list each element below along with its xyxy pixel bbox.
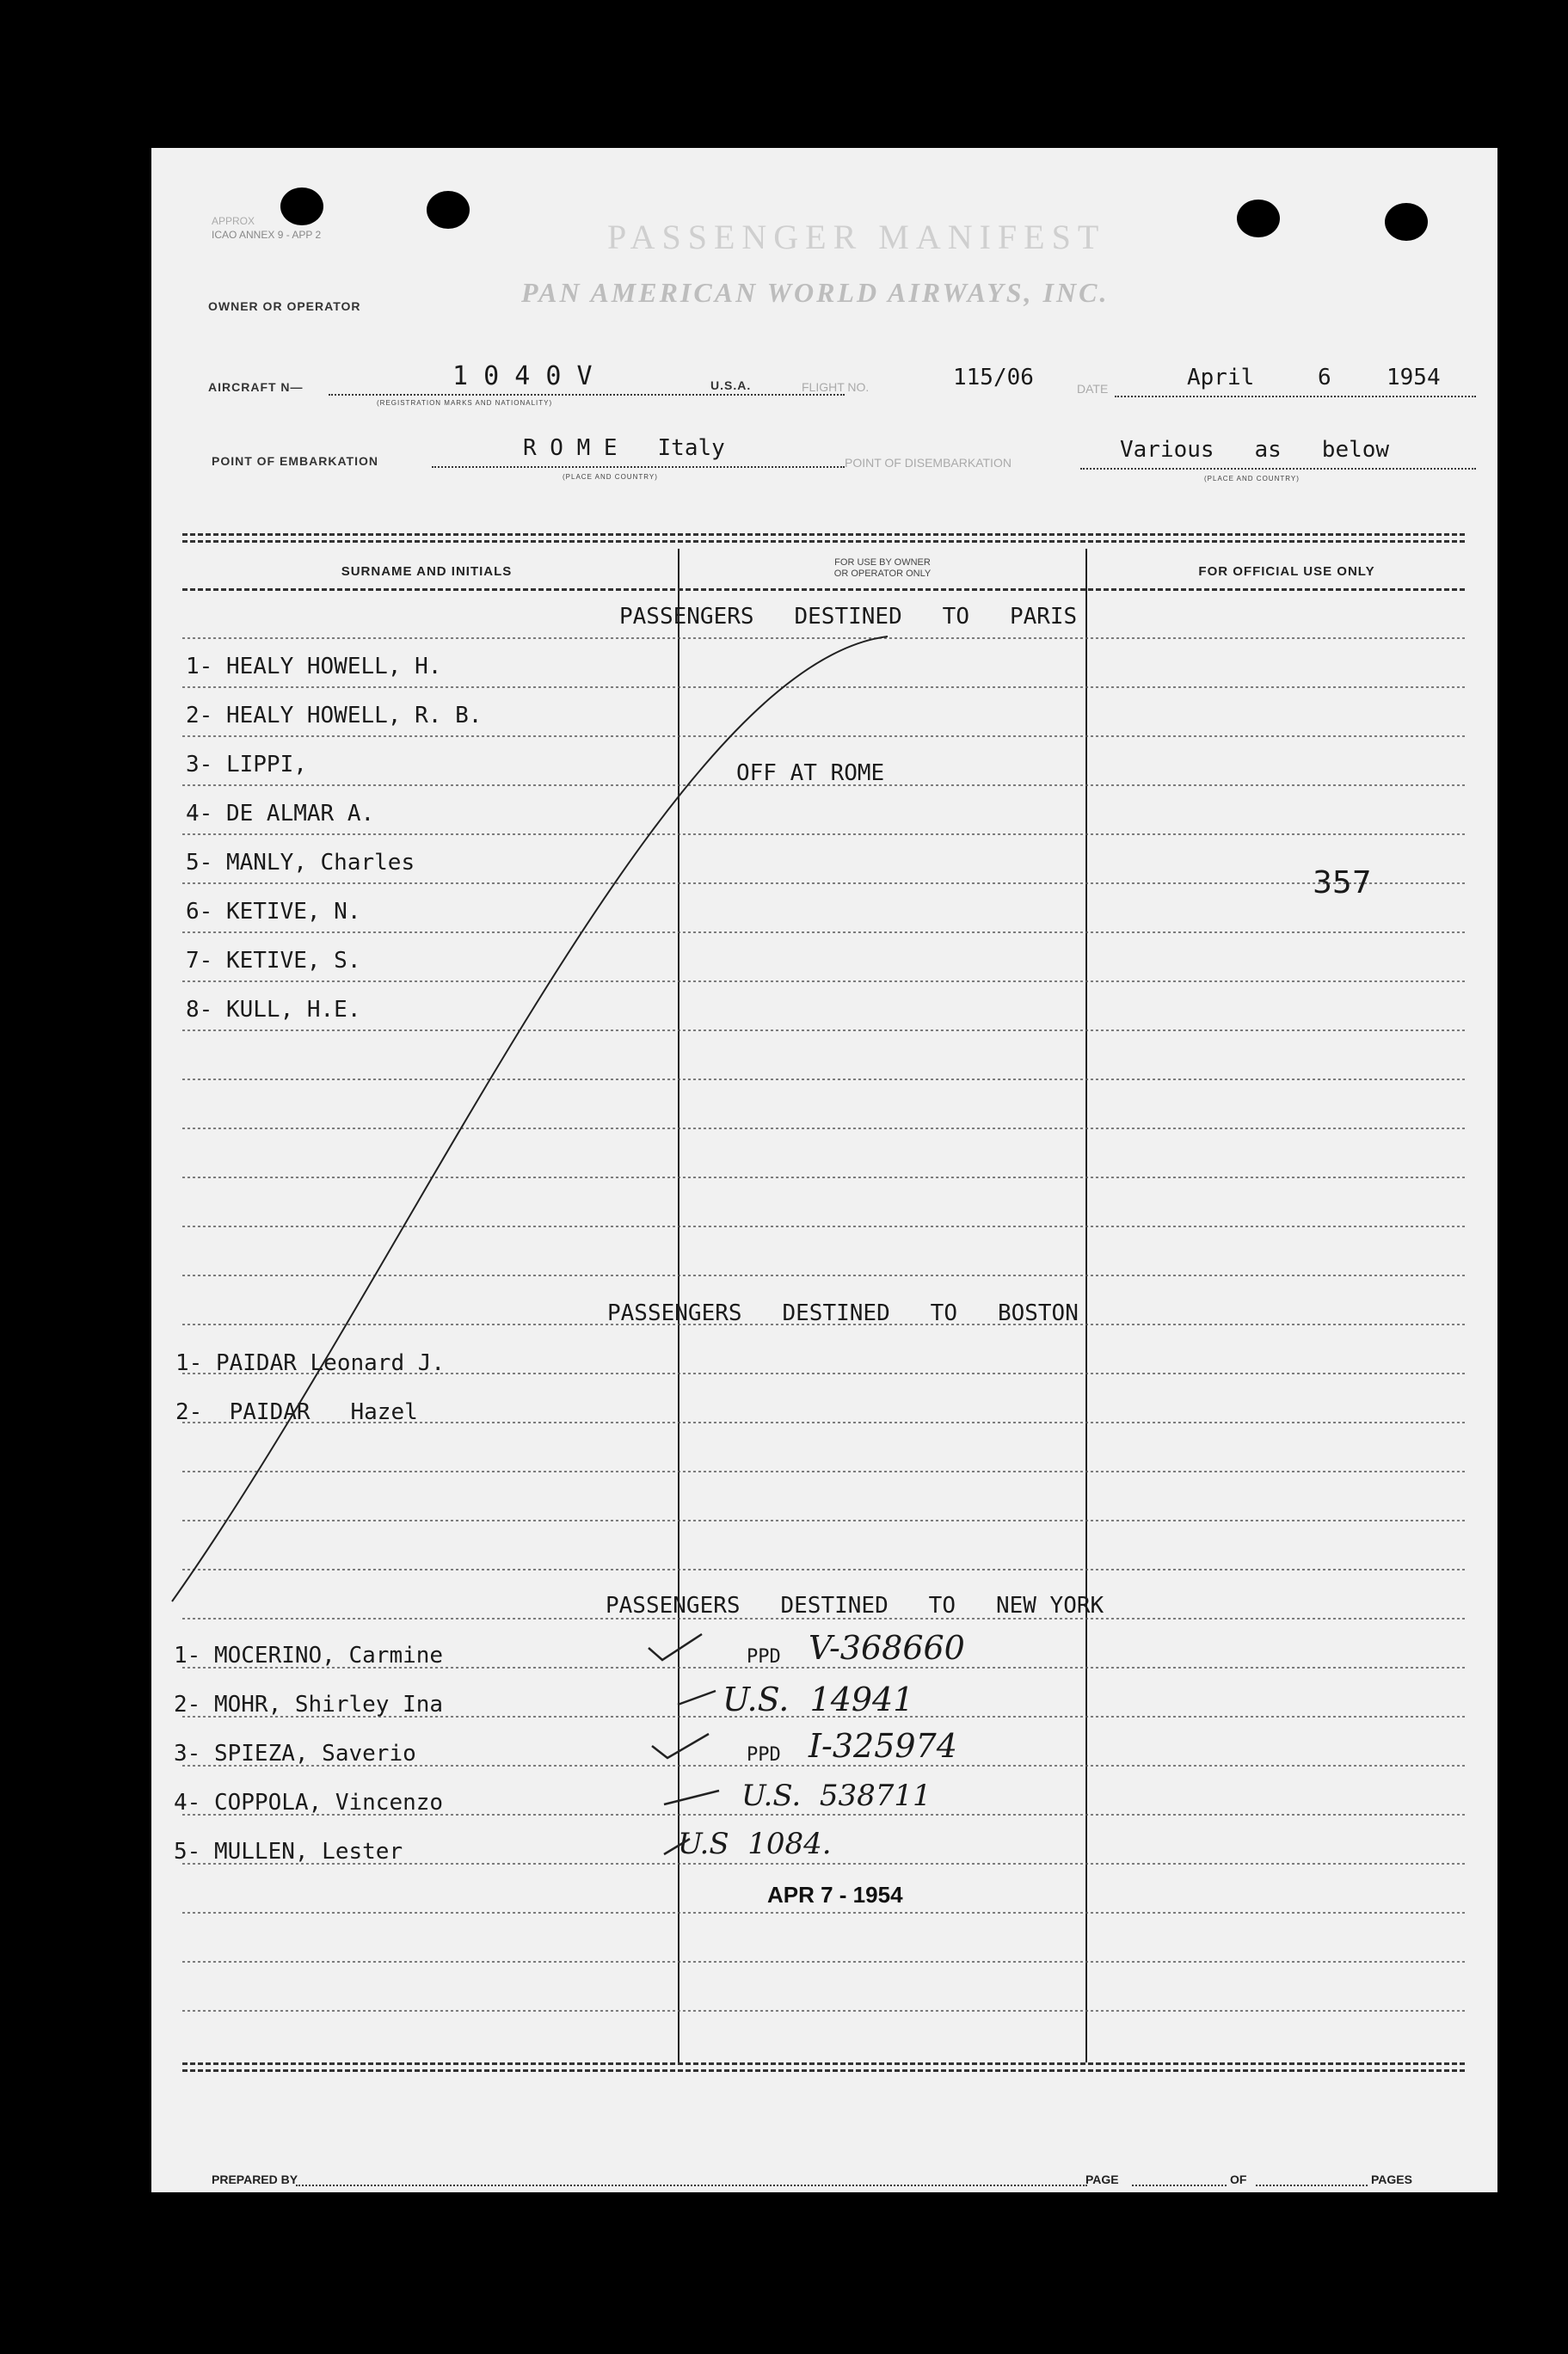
operator-name: PAN AMERICAN WORLD AIRWAYS, INC. (521, 277, 1110, 308)
date-month: April (1187, 365, 1255, 390)
date-day: 6 (1318, 365, 1331, 390)
ny-passenger-row: 1- MOCERINO, Carmine (174, 1643, 444, 1669)
paris-note: OFF AT ROME (736, 760, 885, 786)
official-column-header: FOR OFFICIAL USE ONLY (1198, 564, 1375, 579)
punch-hole (280, 187, 323, 225)
total-pages-line (1256, 2185, 1368, 2186)
manifest-sheet (151, 148, 1497, 2192)
place-hint-2: (PLACE AND COUNTRY) (1204, 475, 1300, 482)
paris-passenger-row: 1- HEALY HOWELL, H. (186, 654, 442, 679)
paris-passenger-row: 7- KETIVE, S. (186, 948, 361, 974)
paris-passenger-row: 2- HEALY HOWELL, R. B. (186, 703, 483, 728)
ny-doc-number: V-368660 (809, 1629, 965, 1667)
boston-passenger-row: 1- PAIDAR Leonard J. (175, 1350, 446, 1376)
checkmark (649, 1634, 702, 1660)
date-label: DATE (1077, 382, 1109, 396)
checkmark (664, 1791, 719, 1804)
aircraft-label: AIRCRAFT N— (208, 380, 304, 394)
country-label: U.S.A. (710, 378, 752, 392)
disembark-value: Various as below (1120, 437, 1390, 463)
paris-section-heading: PASSENGERS DESTINED TO PARIS (619, 604, 1078, 630)
paris-passenger-row: 6- KETIVE, N. (186, 899, 361, 925)
date-stamp: APR 7 - 1954 (767, 1882, 903, 1908)
prepared-by-line (296, 2185, 1087, 2186)
paris-passenger-row: 3- LIPPI, (186, 752, 307, 777)
owner-column-header-1: FOR USE BY OWNER (834, 557, 931, 568)
header-rule (182, 540, 1465, 543)
of-label: OF (1230, 2173, 1247, 2186)
checkmark (652, 1734, 709, 1758)
checkmark (678, 1691, 716, 1705)
ny-doc-number: U.S 1084. (678, 1827, 832, 1861)
column-header-rule (182, 588, 1465, 591)
ny-passenger-row: 2- MOHR, Shirley Ina (174, 1692, 444, 1718)
ny-passenger-row: 4- COPPOLA, Vincenzo (174, 1790, 444, 1816)
ny-passenger-row: 3- SPIEZA, Saverio (174, 1741, 416, 1767)
boston-passenger-row: 2- PAIDAR Hazel (175, 1399, 418, 1425)
punch-hole (1385, 203, 1428, 241)
embark-value: R O M E Italy (523, 435, 725, 461)
punch-hole (1237, 200, 1280, 237)
ny-doc-number: U.S. 538711 (741, 1779, 932, 1813)
embark-field-line (432, 466, 845, 468)
disembark-field-line (1080, 468, 1476, 470)
ny-doc-number: U.S. 14941 (723, 1681, 914, 1718)
owner-label: OWNER OR OPERATOR (208, 299, 361, 313)
ny-passenger-row: 5- MULLEN, Lester (174, 1839, 403, 1865)
footer-rule (182, 2062, 1465, 2065)
date-field-line (1115, 396, 1476, 397)
header-rule (182, 533, 1465, 536)
registration-hint: (REGISTRATION MARKS AND NATIONALITY) (377, 399, 553, 407)
column-divider (1085, 549, 1087, 2062)
pages-label: PAGES (1371, 2173, 1412, 2186)
paris-passenger-row: 8- KULL, H.E. (186, 997, 361, 1023)
ny-doc-prefix: PPD (747, 1646, 781, 1668)
prepared-by-label: PREPARED BY (212, 2173, 298, 2186)
paris-passenger-row: 5- MANLY, Charles (186, 850, 415, 876)
page-label: PAGE (1085, 2173, 1119, 2186)
place-hint: (PLACE AND COUNTRY) (563, 473, 658, 481)
official-number: 357 (1313, 865, 1372, 900)
ny-doc-prefix: PPD (747, 1744, 781, 1766)
new-york-section-heading: PASSENGERS DESTINED TO NEW YORK (606, 1593, 1104, 1619)
flight-value: 115/06 (953, 365, 1034, 390)
disembark-label: POINT OF DISEMBARKATION (845, 456, 1012, 470)
paris-passenger-row: 4- DE ALMAR A. (186, 801, 375, 827)
aircraft-value: 1 0 4 0 V (452, 361, 593, 391)
annex-code: ICAO ANNEX 9 - APP 2 (212, 229, 322, 241)
approval-code: APPROX (212, 215, 255, 227)
aircraft-field-line (329, 394, 845, 396)
ny-doc-number: I-325974 (809, 1727, 957, 1765)
date-year: 1954 (1387, 365, 1441, 390)
footer-rule (182, 2069, 1465, 2072)
owner-column-header-2: OR OPERATOR ONLY (833, 569, 932, 579)
punch-hole (427, 191, 470, 229)
embark-label: POINT OF EMBARKATION (212, 454, 378, 468)
page-number-line (1132, 2185, 1227, 2186)
form-title: PASSENGER MANIFEST (607, 218, 1106, 256)
surname-column-header: SURNAME AND INITIALS (341, 564, 513, 579)
flight-label: FLIGHT NO. (802, 380, 870, 394)
boston-section-heading: PASSENGERS DESTINED TO BOSTON (607, 1300, 1079, 1326)
